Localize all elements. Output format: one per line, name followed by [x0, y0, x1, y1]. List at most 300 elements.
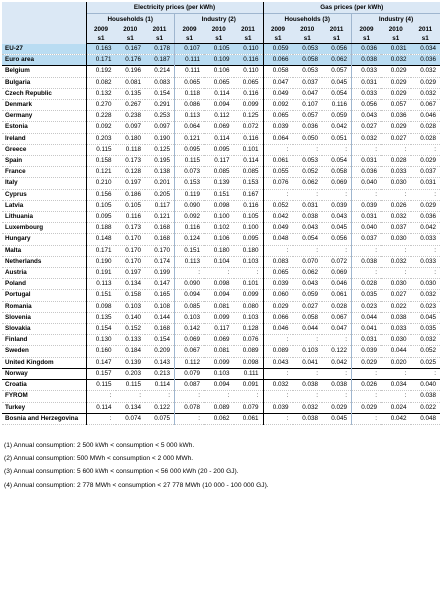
price-cell: 0.047: [293, 88, 323, 99]
price-cell: 0.033: [381, 324, 411, 335]
country-name: Romania: [2, 301, 86, 312]
price-cell: 0.098: [204, 200, 234, 211]
price-cell: 0.080: [234, 301, 264, 312]
price-cell: 0.032: [293, 402, 323, 413]
group-header-gas-households: Households (3): [263, 14, 352, 26]
price-cell: 0.201: [145, 178, 175, 189]
price-cell: 0.119: [175, 189, 205, 200]
table-row: [2, 144, 440, 155]
country-name: Bosnia and Herzegovina: [2, 413, 86, 424]
price-cell: 0.072: [234, 122, 264, 133]
price-cell: 0.115: [86, 380, 116, 391]
table-row: [2, 324, 440, 335]
price-cell: 0.103: [234, 256, 264, 267]
price-cell: :: [263, 368, 293, 379]
price-cell: 0.213: [145, 368, 175, 379]
price-cell: 0.128: [234, 324, 264, 335]
price-cell: 0.041: [352, 324, 382, 335]
price-cell: 0.085: [234, 167, 264, 178]
price-cell: 0.134: [116, 279, 146, 290]
price-cell: 0.228: [86, 111, 116, 122]
gas-header: Gas prices (per kWh): [263, 2, 440, 14]
price-cell: 0.116: [116, 212, 146, 223]
price-cell: 0.075: [145, 413, 175, 424]
price-cell: 0.113: [86, 279, 116, 290]
price-cell: 0.094: [175, 290, 205, 301]
price-cell: 0.081: [204, 346, 234, 357]
price-cell: 0.029: [411, 156, 441, 167]
price-cell: 0.057: [293, 111, 323, 122]
price-cell: 0.046: [411, 111, 441, 122]
price-cell: 0.124: [175, 234, 205, 245]
price-cell: 0.184: [116, 346, 146, 357]
price-cell: 0.144: [145, 312, 175, 323]
price-cell: :: [86, 413, 116, 424]
price-cell: 0.118: [175, 88, 205, 99]
price-cell: 0.079: [175, 368, 205, 379]
price-cell: 0.180: [204, 245, 234, 256]
price-cell: 0.065: [175, 77, 205, 88]
price-cell: 0.099: [204, 312, 234, 323]
table-row: [2, 301, 440, 312]
price-cell: 0.035: [411, 324, 441, 335]
price-cell: 0.117: [204, 324, 234, 335]
price-cell: 0.170: [116, 245, 146, 256]
price-cell: 0.118: [116, 144, 146, 155]
price-cell: 0.114: [145, 380, 175, 391]
price-cell: 0.027: [352, 122, 382, 133]
price-cell: 0.020: [381, 357, 411, 368]
country-name: Malta: [2, 245, 86, 256]
price-cell: :: [352, 391, 382, 402]
price-cell: 0.031: [411, 178, 441, 189]
price-cell: 0.099: [234, 100, 264, 111]
price-cell: 0.045: [322, 77, 352, 88]
country-name: Belgium: [2, 66, 86, 77]
price-cell: 0.032: [411, 66, 441, 77]
footnote: (3) Annual consumption: 5 600 kWh < consumption < 56 000 kWh (20 - 200 GJ).: [4, 468, 239, 476]
price-cell: 0.027: [381, 290, 411, 301]
country-name: Ireland: [2, 133, 86, 144]
price-cell: 0.039: [352, 346, 382, 357]
price-cell: 0.027: [293, 301, 323, 312]
price-cell: 0.158: [86, 156, 116, 167]
price-cell: 0.045: [322, 223, 352, 234]
price-cell: 0.034: [381, 380, 411, 391]
price-cell: 0.168: [145, 223, 175, 234]
price-cell: 0.095: [204, 144, 234, 155]
country-name: Slovenia: [2, 312, 86, 323]
year-header: 2011: [322, 25, 352, 34]
price-cell: 0.058: [263, 66, 293, 77]
country-name: France: [2, 167, 86, 178]
price-cell: 0.100: [234, 223, 264, 234]
country-name: Denmark: [2, 100, 86, 111]
price-cell: 0.125: [234, 111, 264, 122]
price-cell: 0.028: [352, 279, 382, 290]
price-cell: 0.059: [293, 290, 323, 301]
price-cell: 0.038: [322, 380, 352, 391]
price-cell: 0.076: [263, 178, 293, 189]
price-cell: 0.047: [322, 324, 352, 335]
table-row: [2, 279, 440, 290]
price-cell: 0.026: [352, 380, 382, 391]
price-cell: :: [293, 189, 323, 200]
price-cell: 0.056: [352, 100, 382, 111]
price-cell: 0.173: [116, 156, 146, 167]
price-cell: :: [263, 335, 293, 346]
price-cell: 0.103: [175, 312, 205, 323]
price-cell: 0.205: [145, 189, 175, 200]
semester-header: s1: [234, 34, 264, 44]
price-cell: 0.062: [293, 178, 323, 189]
price-cell: 0.114: [86, 402, 116, 413]
year-header: 2009: [263, 25, 293, 34]
price-cell: 0.104: [204, 256, 234, 267]
table-row: [2, 133, 440, 144]
price-cell: 0.032: [352, 133, 382, 144]
price-cell: 0.196: [116, 66, 146, 77]
price-cell: 0.115: [116, 380, 146, 391]
price-cell: 0.100: [204, 212, 234, 223]
country-name: Cyprus: [2, 189, 86, 200]
price-cell: 0.188: [86, 223, 116, 234]
price-cell: 0.101: [234, 279, 264, 290]
country-name: Estonia: [2, 122, 86, 133]
price-cell: 0.027: [381, 133, 411, 144]
price-cell: 0.180: [116, 133, 146, 144]
country-name: Hungary: [2, 234, 86, 245]
price-cell: 0.116: [175, 223, 205, 234]
price-cell: 0.106: [204, 234, 234, 245]
price-cell: 0.203: [86, 133, 116, 144]
price-cell: 0.040: [411, 380, 441, 391]
price-cell: 0.132: [86, 88, 116, 99]
price-cell: 0.210: [86, 178, 116, 189]
table-row: [2, 44, 440, 55]
price-cell: 0.095: [86, 212, 116, 223]
price-cell: 0.041: [293, 357, 323, 368]
price-cell: 0.057: [322, 66, 352, 77]
price-cell: 0.090: [175, 200, 205, 211]
table-row: [2, 66, 440, 77]
price-cell: 0.030: [411, 279, 441, 290]
table-row: [2, 290, 440, 301]
price-cell: 0.103: [234, 312, 264, 323]
group-header-electricity-industry: Industry (2): [175, 14, 264, 26]
price-cell: 0.116: [234, 55, 264, 66]
country-name: Bulgaria: [2, 77, 86, 88]
price-cell: 0.040: [352, 178, 382, 189]
table-row: [2, 55, 440, 66]
footnotes: [2, 439, 440, 492]
price-cell: :: [381, 368, 411, 379]
price-cell: :: [322, 391, 352, 402]
price-cell: :: [381, 391, 411, 402]
price-cell: 0.031: [381, 44, 411, 55]
price-cell: 0.116: [234, 88, 264, 99]
price-cell: 0.105: [86, 200, 116, 211]
country-name: Luxembourg: [2, 223, 86, 234]
price-cell: 0.037: [293, 77, 323, 88]
price-cell: 0.061: [234, 413, 264, 424]
price-cell: 0.135: [116, 88, 146, 99]
price-cell: 0.025: [411, 357, 441, 368]
price-cell: 0.053: [293, 66, 323, 77]
price-cell: 0.151: [86, 290, 116, 301]
price-cell: 0.047: [263, 77, 293, 88]
price-cell: 0.098: [234, 357, 264, 368]
price-cell: 0.069: [322, 268, 352, 279]
price-cell: 0.152: [116, 324, 146, 335]
price-cell: 0.178: [145, 44, 175, 55]
price-cell: 0.081: [116, 77, 146, 88]
price-cell: 0.154: [145, 88, 175, 99]
price-cell: 0.085: [204, 167, 234, 178]
price-cell: 0.140: [116, 312, 146, 323]
price-cell: 0.043: [293, 223, 323, 234]
price-cell: :: [116, 391, 146, 402]
price-cell: :: [352, 368, 382, 379]
country-name: Euro area: [2, 55, 86, 66]
price-cell: 0.170: [116, 234, 146, 245]
price-cell: 0.105: [116, 200, 146, 211]
price-cell: 0.167: [234, 189, 264, 200]
price-cell: 0.049: [263, 88, 293, 99]
price-cell: 0.191: [86, 268, 116, 279]
price-cell: 0.024: [381, 402, 411, 413]
year-header: 2010: [204, 25, 234, 34]
price-cell: 0.190: [145, 133, 175, 144]
price-cell: 0.134: [116, 402, 146, 413]
price-cell: 0.158: [116, 290, 146, 301]
table-row: [2, 212, 440, 223]
country-name: Spain: [2, 156, 86, 167]
group-header-electricity-households: Households (1): [86, 14, 175, 26]
price-cell: 0.102: [204, 223, 234, 234]
price-cell: 0.031: [293, 200, 323, 211]
semester-header: s1: [175, 34, 205, 44]
price-cell: 0.110: [234, 44, 264, 55]
country-name: Greece: [2, 144, 86, 155]
semester-header: s1: [293, 34, 323, 44]
price-cell: 0.030: [381, 234, 411, 245]
price-cell: 0.045: [322, 413, 352, 424]
price-cell: 0.044: [381, 346, 411, 357]
price-cell: 0.089: [234, 346, 264, 357]
price-cell: 0.114: [234, 156, 264, 167]
price-cell: 0.038: [293, 212, 323, 223]
price-cell: 0.197: [116, 268, 146, 279]
price-cell: 0.114: [204, 88, 234, 99]
table-row: [2, 200, 440, 211]
price-cell: 0.122: [145, 402, 175, 413]
price-cell: 0.039: [263, 402, 293, 413]
price-cell: 0.114: [204, 133, 234, 144]
price-cell: 0.058: [293, 312, 323, 323]
price-cell: 0.089: [263, 346, 293, 357]
price-cell: 0.029: [263, 301, 293, 312]
price-cell: 0.069: [322, 178, 352, 189]
price-cell: 0.085: [175, 301, 205, 312]
footnote: (2) Annual consumption: 500 MWh < consumption < 2 000 MWh.: [4, 455, 194, 463]
price-cell: :: [322, 189, 352, 200]
price-cell: 0.107: [293, 100, 323, 111]
price-cell: 0.097: [145, 122, 175, 133]
price-cell: 0.038: [352, 256, 382, 267]
price-cell: 0.267: [116, 100, 146, 111]
price-cell: :: [204, 268, 234, 279]
price-cell: 0.074: [116, 413, 146, 424]
price-cell: 0.053: [293, 44, 323, 55]
price-cell: 0.111: [175, 55, 205, 66]
price-cell: :: [263, 144, 293, 155]
price-cell: 0.067: [175, 346, 205, 357]
price-cell: 0.109: [204, 55, 234, 66]
price-cell: :: [352, 245, 382, 256]
price-cell: 0.056: [322, 44, 352, 55]
price-cell: 0.154: [145, 335, 175, 346]
price-cell: 0.083: [145, 77, 175, 88]
semester-header: s1: [411, 34, 441, 44]
price-cell: 0.023: [411, 301, 441, 312]
price-cell: :: [234, 391, 264, 402]
price-cell: :: [293, 391, 323, 402]
price-cell: 0.171: [86, 245, 116, 256]
price-cell: 0.113: [175, 256, 205, 267]
price-cell: 0.125: [145, 144, 175, 155]
price-cell: 0.040: [352, 223, 382, 234]
year-header: 2010: [381, 25, 411, 34]
price-cell: 0.121: [175, 133, 205, 144]
price-cell: 0.103: [293, 346, 323, 357]
price-cell: 0.099: [204, 357, 234, 368]
price-cell: :: [322, 335, 352, 346]
price-cell: 0.036: [411, 212, 441, 223]
country-name: Czech Republic: [2, 88, 86, 99]
price-cell: 0.171: [86, 55, 116, 66]
price-cell: 0.028: [411, 122, 441, 133]
price-cell: 0.270: [86, 100, 116, 111]
price-cell: 0.028: [322, 301, 352, 312]
price-cell: 0.067: [322, 312, 352, 323]
price-cell: :: [293, 368, 323, 379]
price-cell: 0.122: [322, 346, 352, 357]
price-cell: 0.057: [381, 100, 411, 111]
price-cell: 0.072: [322, 256, 352, 267]
price-cell: 0.253: [145, 111, 175, 122]
price-cell: :: [352, 144, 382, 155]
table-row: [2, 391, 440, 402]
price-cell: 0.105: [204, 44, 234, 55]
price-cell: 0.059: [322, 111, 352, 122]
price-cell: 0.105: [234, 212, 264, 223]
price-cell: 0.029: [411, 200, 441, 211]
price-cell: 0.042: [263, 212, 293, 223]
price-cell: 0.099: [234, 290, 264, 301]
table-row: [2, 111, 440, 122]
price-cell: :: [263, 391, 293, 402]
price-cell: 0.291: [145, 100, 175, 111]
electricity-header: Electricity prices (per kWh): [86, 2, 263, 14]
table-row: [2, 100, 440, 111]
price-cell: 0.054: [322, 88, 352, 99]
price-cell: 0.199: [145, 268, 175, 279]
price-cell: 0.116: [234, 200, 264, 211]
price-cell: 0.214: [145, 66, 175, 77]
price-cell: 0.038: [293, 380, 323, 391]
price-cell: 0.039: [263, 122, 293, 133]
price-cell: 0.153: [175, 178, 205, 189]
year-header: 2011: [411, 25, 441, 34]
price-cell: 0.023: [352, 301, 382, 312]
semester-header: s1: [352, 34, 382, 44]
price-cell: :: [293, 245, 323, 256]
price-cell: 0.139: [116, 357, 146, 368]
price-cell: 0.064: [175, 122, 205, 133]
price-cell: 0.197: [116, 178, 146, 189]
price-cell: 0.042: [411, 223, 441, 234]
price-cell: 0.066: [263, 55, 293, 66]
price-cell: 0.022: [411, 402, 441, 413]
price-cell: 0.054: [293, 234, 323, 245]
price-cell: 0.042: [322, 357, 352, 368]
price-cell: 0.091: [234, 380, 264, 391]
price-cell: 0.163: [86, 44, 116, 55]
price-cell: 0.043: [322, 212, 352, 223]
year-header: 2009: [175, 25, 205, 34]
price-cell: 0.094: [204, 380, 234, 391]
price-cell: 0.031: [352, 212, 382, 223]
price-cell: 0.069: [204, 122, 234, 133]
price-cell: 0.151: [175, 245, 205, 256]
price-cell: 0.092: [175, 212, 205, 223]
price-cell: 0.098: [204, 279, 234, 290]
table-row: [2, 189, 440, 200]
price-cell: 0.052: [411, 346, 441, 357]
price-cell: 0.045: [411, 312, 441, 323]
table-row: [2, 335, 440, 346]
price-cell: 0.142: [175, 324, 205, 335]
price-cell: 0.098: [86, 301, 116, 312]
price-cell: 0.121: [86, 167, 116, 178]
price-cell: 0.103: [116, 301, 146, 312]
price-cell: 0.037: [411, 167, 441, 178]
price-cell: 0.076: [234, 335, 264, 346]
price-cell: 0.026: [381, 200, 411, 211]
price-cell: 0.043: [352, 111, 382, 122]
price-cell: 0.036: [293, 122, 323, 133]
price-cell: :: [352, 268, 382, 279]
price-cell: 0.036: [381, 111, 411, 122]
price-cell: 0.106: [204, 66, 234, 77]
price-cell: 0.180: [234, 245, 264, 256]
semester-header: s1: [145, 34, 175, 44]
price-cell: 0.170: [116, 256, 146, 267]
price-cell: 0.030: [381, 335, 411, 346]
semester-header: s1: [322, 34, 352, 44]
price-cell: 0.039: [263, 279, 293, 290]
price-cell: :: [145, 391, 175, 402]
price-cell: 0.042: [381, 413, 411, 424]
country-name: FYROM: [2, 391, 86, 402]
price-cell: 0.034: [411, 44, 441, 55]
price-cell: 0.147: [86, 357, 116, 368]
price-cell: :: [175, 413, 205, 424]
price-cell: 0.073: [175, 167, 205, 178]
country-name: Finland: [2, 335, 86, 346]
semester-header: s1: [381, 34, 411, 44]
